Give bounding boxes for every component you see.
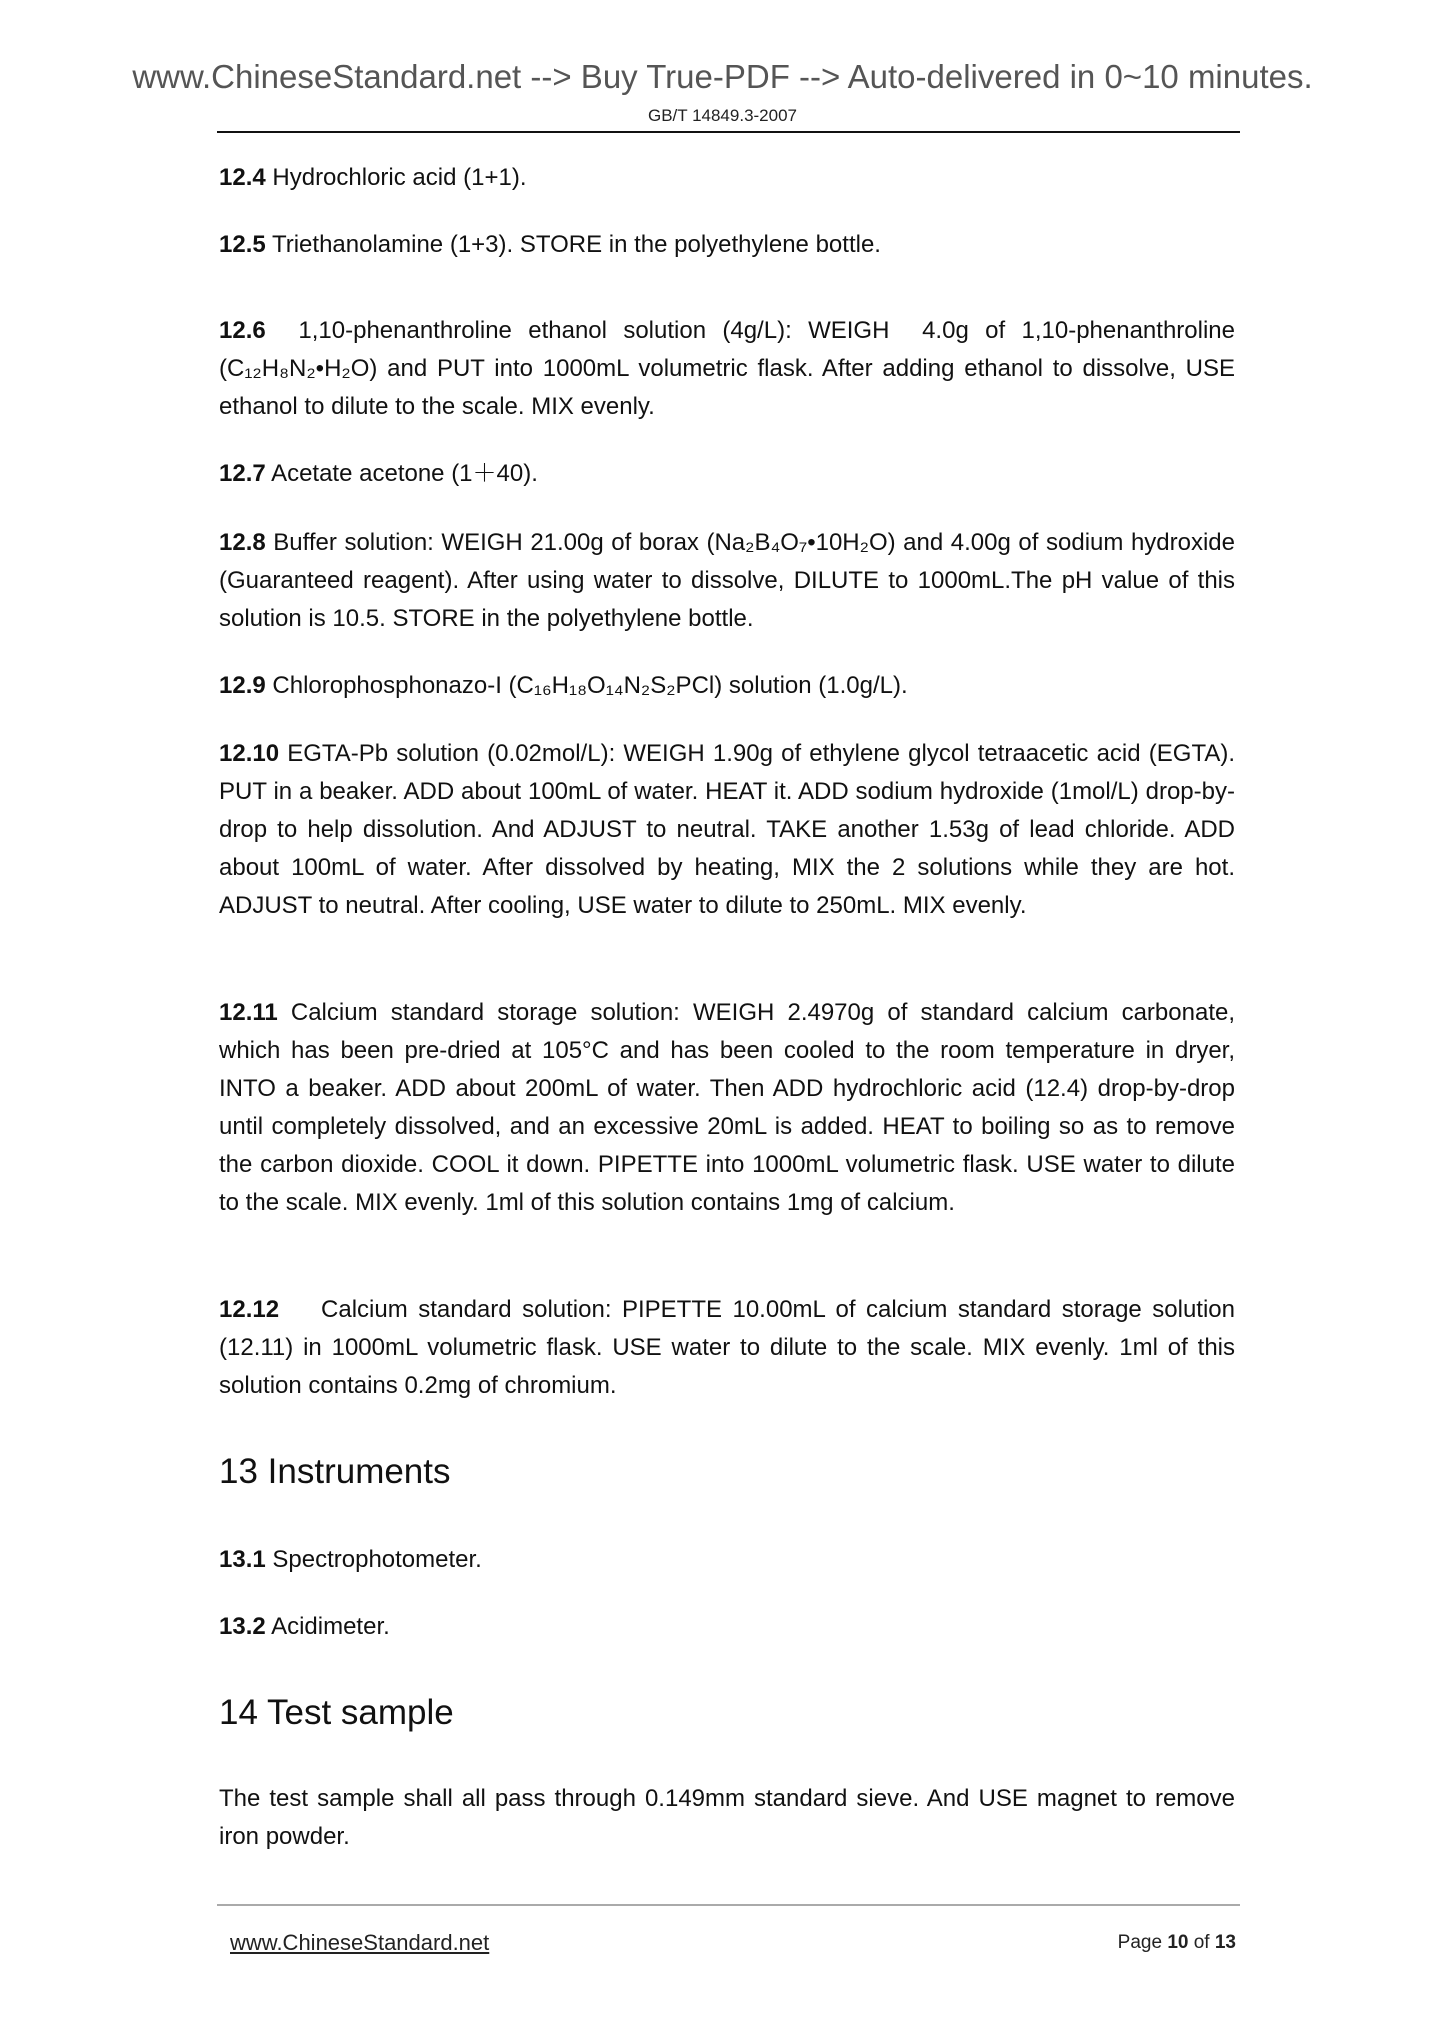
section-number: 12.5 <box>219 231 266 258</box>
page-current: 10 <box>1167 1932 1189 1953</box>
section-number: 12.11 <box>219 999 278 1026</box>
section-text: The test sample shall all pass through 0.149mm standard sieve. And USE magnet to remove iron powder. <box>219 1785 1235 1850</box>
section-13-2 <box>219 1608 1235 1646</box>
section-14-text <box>219 1780 1235 1856</box>
section-12-5 <box>219 226 1235 264</box>
section-text: Chlorophosphonazo-I (C₁₆H₁₈O₁₄N₂S₂PCl) solution (1.0g/L). <box>265 672 908 699</box>
page-total: 13 <box>1214 1932 1236 1953</box>
section-number: 12.12 <box>219 1296 280 1323</box>
section-text: Buffer solution: WEIGH 21.00g of borax (Na₂B₄O₇•10H₂O) and 4.00g of sodium hydroxide (Guaranteed reagent). After using water to dissolve, DILUTE to 1000mL.The pH value of this solution is 10.5. STORE in the polyethylene bottle. <box>219 529 1235 632</box>
section-12-6 <box>219 312 1242 426</box>
section-number: 12.10 <box>219 740 280 767</box>
section-number: 12.8 <box>219 529 266 556</box>
section-13-1 <box>219 1541 1235 1579</box>
footer-website-link[interactable]: www.ChineseStandard.net <box>230 1930 490 1955</box>
section-number: 12.7 <box>219 460 266 487</box>
section-number: 12.9 <box>219 672 266 699</box>
section-text: Calcium standard solution: PIPETTE 10.00mL of calcium standard storage solution (12.11) in 1000mL volumetric flask. USE water to dilute to the scale. MIX evenly. 1ml of this solution contains 0.2mg of chromium. <box>219 1296 1242 1399</box>
section-number: 13.2 <box>219 1613 266 1640</box>
section-12-7 <box>219 455 1235 493</box>
section-12-10 <box>219 735 1235 925</box>
section-12-8 <box>219 524 1235 638</box>
section-text: Calcium standard storage solution: WEIGH 2.4970g of standard calcium carbonate, which has been pre-dried at 105°C and has been cooled to the room temperature in dryer, INTO a beaker. ADD about 200mL of water. Then ADD hydrochloric acid (12.4) drop-by-drop until completely dissolved, and an excessive 20mL is added. HEAT to boiling so as to remove the carbon dioxide. COOL it down. PIPETTE into 1000mL volumetric flask. USE water to dilute to the scale. MIX evenly. 1ml of this solution contains 1mg of calcium. <box>219 999 1235 1216</box>
heading-test-sample: 14 Test sample <box>219 1693 454 1732</box>
section-text: Acetate acetone (1＋40). <box>265 460 538 487</box>
section-12-4 <box>219 159 1235 197</box>
promo-banner: www.ChineseStandard.net --> Buy True-PDF --> Auto-delivered in 0~10 minutes. <box>132 58 1313 95</box>
section-text: Triethanolamine (1+3). STORE in the polyethylene bottle. <box>265 231 881 258</box>
page-prefix: Page <box>1117 1932 1168 1953</box>
section-number: 12.4 <box>219 164 266 191</box>
page-indicator <box>1118 1932 1236 1954</box>
section-number: 12.6 <box>219 317 266 344</box>
section-text: EGTA-Pb solution (0.02mol/L): WEIGH 1.90g of ethylene glycol tetraacetic acid (EGTA). PUT in a beaker. ADD about 100mL of water. HEAT it. ADD sodium hydroxide (1mol/L) drop-by-drop to help dissolution. And ADJUST to neutral. TAKE another 1.53g of lead chloride. ADD about 100mL of water. After dissolved by heating, MIX the 2 solutions while they are hot. ADJUST to neutral. After cooling, USE water to dilute to 250mL. MIX evenly. <box>219 740 1235 919</box>
page-of: of <box>1188 1932 1215 1953</box>
section-text: Acidimeter. <box>265 1613 390 1640</box>
section-12-9 <box>219 667 1235 705</box>
section-text: 1,10-phenanthroline ethanol solution (4g/L): WEIGH 4.0g of 1,10-phenanthroline (C₁₂H₈N₂•H₂O) and PUT into 1000mL volumetric flask. After adding ethanol to dissolve, USE ethanol to dilute to the scale. MIX evenly. <box>219 317 1242 420</box>
document-id: GB/T 14849.3-2007 <box>647 106 797 125</box>
section-number: 13.1 <box>219 1546 266 1573</box>
section-12-11 <box>219 994 1235 1222</box>
section-12-12 <box>219 1291 1242 1405</box>
section-text: Spectrophotometer. <box>265 1546 482 1573</box>
header-divider <box>217 131 1240 133</box>
section-text: Hydrochloric acid (1+1). <box>265 164 527 191</box>
heading-instruments: 13 Instruments <box>219 1452 451 1491</box>
footer-divider <box>217 1904 1240 1906</box>
